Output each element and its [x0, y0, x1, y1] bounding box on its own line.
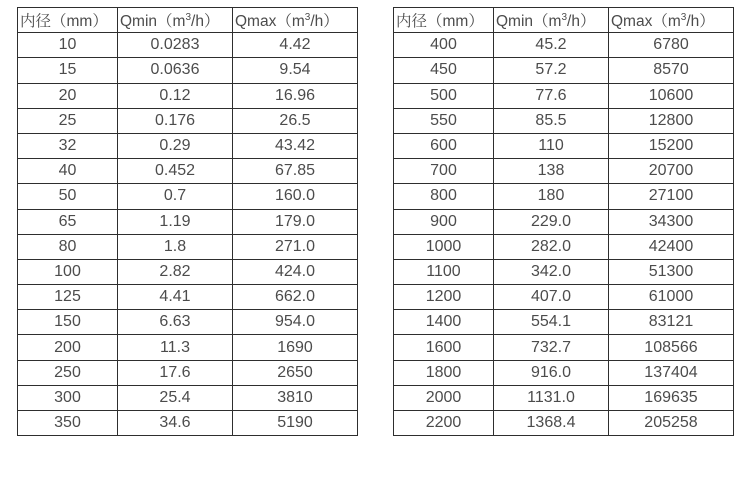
flow-rate-table-small-diameters: [17, 7, 358, 436]
table-row: [18, 209, 358, 234]
table-row: [18, 285, 358, 310]
table-row: [18, 184, 358, 209]
table-cell: 600: [394, 133, 494, 158]
table-cell: 43.42: [233, 133, 358, 158]
header-qmin: [494, 8, 609, 33]
table-cell: 85.5: [494, 108, 609, 133]
table-cell: 180: [494, 184, 609, 209]
table-body: [394, 33, 734, 436]
table-row: [394, 33, 734, 58]
table-cell: 45.2: [494, 33, 609, 58]
table-cell: 15200: [609, 133, 734, 158]
table-row: [394, 133, 734, 158]
table-row: [394, 285, 734, 310]
table-cell: 8570: [609, 58, 734, 83]
table-cell: 4.41: [118, 285, 233, 310]
table-row: [394, 259, 734, 284]
table-cell: 1131.0: [494, 385, 609, 410]
table-cell: 700: [394, 159, 494, 184]
table-cell: 550: [394, 108, 494, 133]
header-qmin-superscript: 3: [185, 11, 192, 23]
table-cell: 0.0283: [118, 33, 233, 58]
table-cell: 11.3: [118, 335, 233, 360]
table-cell: 5190: [233, 411, 358, 436]
table-row: [18, 108, 358, 133]
table-cell: 42400: [609, 234, 734, 259]
table-cell: 6.63: [118, 310, 233, 335]
table-row: [394, 411, 734, 436]
table-cell: 1000: [394, 234, 494, 259]
table-cell: 2000: [394, 385, 494, 410]
header-qmax-text: Qmax（m: [611, 13, 681, 31]
table-cell: 179.0: [233, 209, 358, 234]
table-cell: 0.0636: [118, 58, 233, 83]
table-cell: 34.6: [118, 411, 233, 436]
table-row: [18, 159, 358, 184]
table-cell: 0.12: [118, 83, 233, 108]
table-cell: 350: [18, 411, 118, 436]
table-cell: 138: [494, 159, 609, 184]
table-cell: 0.452: [118, 159, 233, 184]
header-qmax-suffix: /h）: [310, 13, 339, 31]
table-cell: 50: [18, 184, 118, 209]
header-qmin-superscript: 3: [561, 11, 568, 23]
table-cell: 61000: [609, 285, 734, 310]
table-cell: 1400: [394, 310, 494, 335]
table-cell: 20700: [609, 159, 734, 184]
header-inner-diameter: 内径（mm）: [18, 8, 118, 33]
table-cell: 6780: [609, 33, 734, 58]
table-cell: 1.8: [118, 234, 233, 259]
header-qmin-text: Qmin（m: [496, 13, 562, 31]
table-cell: 1368.4: [494, 411, 609, 436]
table-cell: 407.0: [494, 285, 609, 310]
table-cell: 110: [494, 133, 609, 158]
table-cell: 26.5: [233, 108, 358, 133]
table-row: [394, 385, 734, 410]
header-qmin-suffix: /h）: [567, 13, 596, 31]
table-cell: 916.0: [494, 360, 609, 385]
table-cell: 205258: [609, 411, 734, 436]
table-cell: 3810: [233, 385, 358, 410]
table-cell: 15: [18, 58, 118, 83]
header-qmin-suffix: /h）: [191, 13, 220, 31]
header-qmin-text: Qmin（m: [120, 13, 186, 31]
header-inner-diameter: 内径（mm）: [394, 8, 494, 33]
table-row: [18, 335, 358, 360]
table-row: [18, 411, 358, 436]
table-cell: 77.6: [494, 83, 609, 108]
table-cell: 400: [394, 33, 494, 58]
table-cell: 1200: [394, 285, 494, 310]
table-cell: 1.19: [118, 209, 233, 234]
table-cell: 40: [18, 159, 118, 184]
table-cell: 662.0: [233, 285, 358, 310]
table-row: [394, 209, 734, 234]
table-cell: 1800: [394, 360, 494, 385]
table-row: [18, 83, 358, 108]
table-cell: 2200: [394, 411, 494, 436]
table-cell: 17.6: [118, 360, 233, 385]
table-header-row: [394, 8, 734, 33]
table-cell: 100: [18, 259, 118, 284]
table-cell: 450: [394, 58, 494, 83]
table-cell: 1690: [233, 335, 358, 360]
header-qmax-superscript: 3: [304, 11, 311, 23]
table-row: [394, 83, 734, 108]
table-cell: 150: [18, 310, 118, 335]
table-row: [18, 33, 358, 58]
table-cell: 137404: [609, 360, 734, 385]
table-cell: 25: [18, 108, 118, 133]
header-qmax: [233, 8, 358, 33]
table-cell: 67.85: [233, 159, 358, 184]
table-cell: 27100: [609, 184, 734, 209]
table-cell: 1600: [394, 335, 494, 360]
table-cell: 300: [18, 385, 118, 410]
header-qmax-text: Qmax（m: [235, 13, 305, 31]
table-cell: 34300: [609, 209, 734, 234]
table-cell: 0.7: [118, 184, 233, 209]
table-cell: 10600: [609, 83, 734, 108]
table-cell: 200: [18, 335, 118, 360]
table-row: [394, 159, 734, 184]
table-cell: 25.4: [118, 385, 233, 410]
table-row: [394, 184, 734, 209]
table-cell: 51300: [609, 259, 734, 284]
table-cell: 0.29: [118, 133, 233, 158]
table-cell: 125: [18, 285, 118, 310]
table-row: [394, 310, 734, 335]
table-row: [394, 335, 734, 360]
table-row: [18, 234, 358, 259]
table-cell: 20: [18, 83, 118, 108]
table-row: [394, 58, 734, 83]
table-cell: 554.1: [494, 310, 609, 335]
table-cell: 65: [18, 209, 118, 234]
table-cell: 12800: [609, 108, 734, 133]
table-cell: 500: [394, 83, 494, 108]
table-cell: 9.54: [233, 58, 358, 83]
table-cell: 800: [394, 184, 494, 209]
table-cell: 2650: [233, 360, 358, 385]
table-row: [394, 360, 734, 385]
table-cell: 342.0: [494, 259, 609, 284]
table-cell: 16.96: [233, 83, 358, 108]
table-row: [18, 58, 358, 83]
table-cell: 900: [394, 209, 494, 234]
header-qmax-superscript: 3: [680, 11, 687, 23]
header-qmax-suffix: /h）: [686, 13, 715, 31]
table-cell: 10: [18, 33, 118, 58]
table-cell: 2.82: [118, 259, 233, 284]
table-row: [394, 108, 734, 133]
table-cell: 4.42: [233, 33, 358, 58]
table-row: [18, 385, 358, 410]
table-cell: 954.0: [233, 310, 358, 335]
table-header-row: [18, 8, 358, 33]
header-qmax: [609, 8, 734, 33]
table-cell: 83121: [609, 310, 734, 335]
table-row: [18, 133, 358, 158]
table-row: [18, 259, 358, 284]
header-qmin: [118, 8, 233, 33]
table-cell: 108566: [609, 335, 734, 360]
table-row: [18, 310, 358, 335]
table-row: [18, 360, 358, 385]
table-row: [394, 234, 734, 259]
table-cell: 1100: [394, 259, 494, 284]
table-cell: 732.7: [494, 335, 609, 360]
table-body: [18, 33, 358, 436]
table-cell: 271.0: [233, 234, 358, 259]
table-cell: 160.0: [233, 184, 358, 209]
table-cell: 424.0: [233, 259, 358, 284]
table-cell: 32: [18, 133, 118, 158]
table-cell: 80: [18, 234, 118, 259]
table-cell: 57.2: [494, 58, 609, 83]
table-cell: 169635: [609, 385, 734, 410]
table-cell: 229.0: [494, 209, 609, 234]
table-cell: 282.0: [494, 234, 609, 259]
flow-rate-table-large-diameters: [393, 7, 734, 436]
table-cell: 250: [18, 360, 118, 385]
table-cell: 0.176: [118, 108, 233, 133]
